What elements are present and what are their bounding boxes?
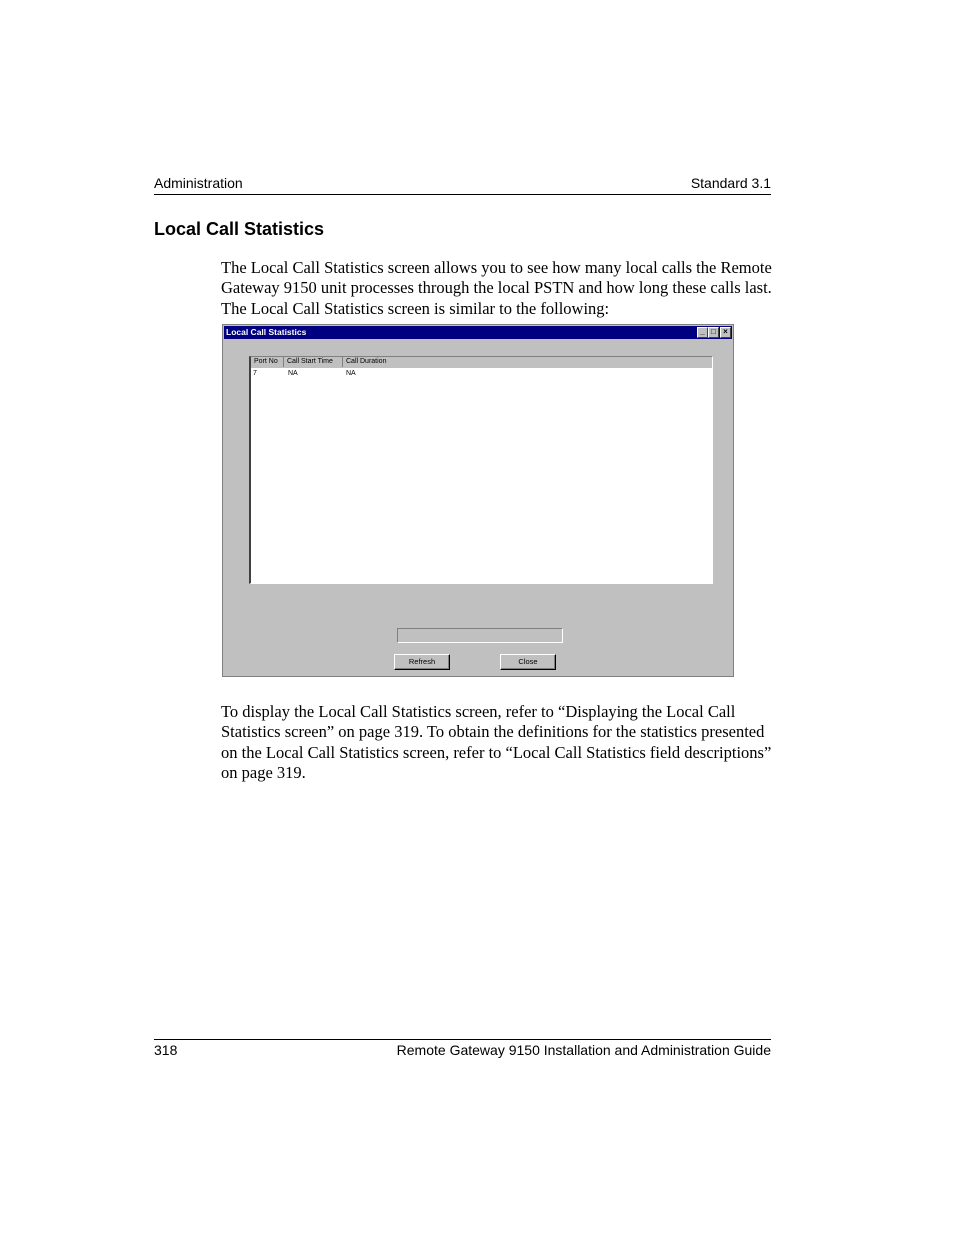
column-header-port-no[interactable]: Port No xyxy=(251,357,284,367)
maximize-icon[interactable]: □ xyxy=(708,327,719,338)
minimize-icon[interactable]: _ xyxy=(697,327,708,338)
status-field xyxy=(397,628,563,643)
close-icon[interactable]: × xyxy=(720,327,731,338)
page-number: 318 xyxy=(154,1042,178,1058)
window-titlebar[interactable] xyxy=(224,326,732,339)
list-header xyxy=(251,357,712,368)
refresh-button[interactable]: Refresh xyxy=(394,654,450,670)
header-section-label: Administration xyxy=(154,175,243,191)
cell-port-no: 7 xyxy=(253,370,257,377)
local-call-statistics-window xyxy=(222,324,734,677)
cell-call-start-time: NA xyxy=(288,370,298,377)
header-version-label: Standard 3.1 xyxy=(690,175,771,191)
table-row[interactable] xyxy=(251,369,712,379)
column-header-call-start-time[interactable]: Call Start Time xyxy=(284,357,343,367)
footer-divider xyxy=(154,1039,771,1040)
footer-guide-title: Remote Gateway 9150 Installation and Administration Guide xyxy=(396,1042,771,1058)
intro-paragraph: The Local Call Statistics screen allows you to see how many local calls the Remote Gateway 9150 unit processes through the local PSTN and how long these calls last. The Local Call Statistics screen is similar to the following: xyxy=(221,258,772,318)
call-statistics-list[interactable] xyxy=(249,356,713,584)
closing-paragraph: To display the Local Call Statistics screen, refer to “Displaying the Local Call Statistics screen” on page 319. To obtain the definitions for the statistics presented on the Local Call Statistics screen, refer to “Local Call Statistics field descriptions” on page 319. xyxy=(221,702,772,782)
close-button[interactable]: Close xyxy=(500,654,556,670)
section-title: Local Call Statistics xyxy=(154,219,325,239)
column-header-call-duration[interactable]: Call Duration xyxy=(346,358,387,365)
header-divider xyxy=(154,194,771,195)
cell-call-duration: NA xyxy=(346,370,356,377)
window-title: Local Call Statistics xyxy=(226,327,307,337)
